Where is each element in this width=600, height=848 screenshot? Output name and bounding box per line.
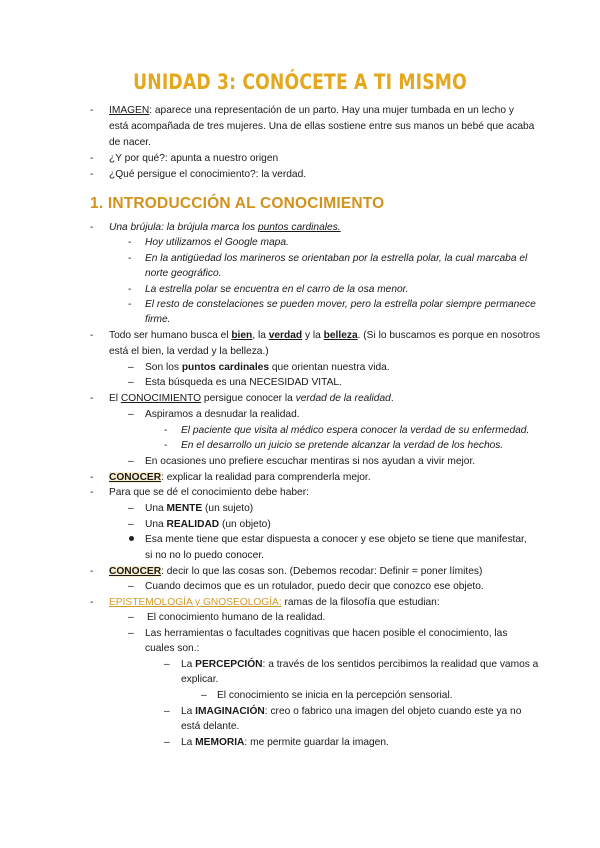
imagen-line-2: está acompañada de tres mujeres. Una de ellas sostiene entre sus manos un bebé que acaba	[109, 121, 535, 132]
conocer-sub-1: Cuando decimos que es un rotulador, puedo decir que conozco ese objeto.	[145, 581, 484, 592]
puntos-cardinales-term: puntos cardinales.	[257, 222, 341, 233]
section-heading: 1. INTRODUCCIÓN AL CONOCIMIENTO	[90, 195, 385, 212]
text-run: .	[390, 393, 394, 404]
list-marker: -	[128, 299, 132, 310]
list-marker: –	[128, 628, 134, 639]
humano-sub-1	[145, 361, 390, 374]
list-marker: –	[164, 659, 170, 670]
question-origen: ¿Y por qué?: apunta a nuestro origen	[109, 153, 279, 164]
humano-sub-2: Esta búsqueda es una NECESIDAD VITAL.	[145, 377, 342, 388]
episte-sub-2-cont: cuales son.:	[145, 643, 200, 654]
list-marker: -	[90, 472, 94, 483]
text-run: que orientan nuestra vida.	[269, 362, 390, 373]
text-run: La	[181, 737, 196, 748]
bullet-dot	[129, 536, 134, 541]
text-run: El	[109, 393, 121, 404]
percepcion-term: PERCEPCIÓN	[195, 659, 263, 670]
text-run: : creo o fabrico una imagen del objeto cuando este ya no	[264, 706, 522, 717]
memoria-term: MEMORIA	[195, 737, 245, 748]
humano-line	[109, 329, 540, 342]
imagen-line-3: de nacer.	[109, 137, 151, 148]
list-marker: –	[128, 456, 134, 467]
conocimiento-line	[109, 392, 394, 405]
epistemologia-line	[109, 596, 440, 609]
conocimiento-sub-1: Aspiramos a desnudar la realidad.	[145, 409, 300, 420]
para-line: Para que se dé el conocimiento debe haber:	[109, 487, 309, 498]
list-marker: –	[128, 377, 134, 388]
belleza-term: belleza	[323, 330, 358, 341]
brujula-line	[109, 221, 341, 234]
mente-item	[145, 502, 253, 515]
bien-term: bien	[231, 330, 253, 341]
conocer-definition-2	[109, 565, 482, 578]
realidad-item	[145, 518, 271, 531]
list-marker: -	[90, 105, 94, 116]
brujula-sub-1: Hoy utilizamos el Google mapa.	[145, 237, 289, 248]
list-marker: -	[90, 393, 94, 404]
percepcion-item	[181, 658, 538, 671]
realidad-term: REALIDAD	[166, 519, 220, 530]
list-marker: –	[164, 706, 170, 717]
text-run: Una	[145, 503, 167, 514]
mente-bullet-cont: si no no lo puedo conocer.	[145, 550, 264, 561]
episte-sub-1: El conocimiento humano de la realidad.	[147, 612, 326, 623]
page-title: UNIDAD 3: CONÓCETE A TI MISMO	[133, 70, 467, 94]
mente-term: MENTE	[166, 503, 203, 514]
text-run: : me permite guardar la imagen.	[244, 737, 389, 748]
memoria-item	[181, 736, 389, 749]
list-marker: -	[90, 169, 94, 180]
imaginacion-term: IMAGINACIÓN	[195, 706, 265, 717]
text-run: Son los	[145, 362, 182, 373]
verdad-realidad-term: verdad de la realidad	[295, 393, 391, 404]
list-marker: -	[164, 425, 168, 436]
epistemologia-term: EPISTEMOLOGÍA y GNOSEOLOGÍA:	[109, 597, 282, 608]
text-run: : explicar la realidad para comprenderla mejor.	[161, 472, 371, 483]
puntos-cardinales-bold: puntos cardinales	[181, 362, 269, 373]
list-marker: –	[164, 737, 170, 748]
conocer-term: CONOCER	[109, 472, 162, 483]
list-marker: -	[90, 487, 94, 498]
episte-sub-2: Las herramientas o facultades cognitivas que hacen posible el conocimiento, las	[145, 628, 508, 639]
question-verdad: ¿Qué persigue el conocimiento?: la verdad.	[109, 169, 307, 180]
list-marker: –	[128, 409, 134, 420]
text-run: (un sujeto)	[202, 503, 254, 514]
list-marker: -	[128, 253, 132, 264]
text-run: Todo ser humano busca el	[109, 330, 232, 341]
conocer-definition-1	[109, 471, 371, 484]
brujula-sub-2-cont: norte geográfico.	[145, 268, 222, 279]
text-run: La	[181, 659, 196, 670]
text-run: . (Si lo buscamos es porque en nosotros	[357, 330, 540, 341]
brujula-sub-2: En la antigüedad los marineros se orientaban por la estrella polar, la cual marcaba el	[145, 253, 528, 264]
list-marker: -	[90, 566, 94, 577]
text-run: Una	[145, 519, 167, 530]
text-run: y la	[302, 330, 324, 341]
list-marker: -	[90, 330, 94, 341]
text-run: ramas de la filosofía que estudian:	[281, 597, 440, 608]
text-run: , la	[252, 330, 269, 341]
text-run: persigue conocer la	[201, 393, 296, 404]
mente-bullet: Esa mente tiene que estar dispuesta a conocer y ese objeto se tiene que manifestar,	[145, 534, 527, 545]
list-marker: –	[128, 519, 134, 530]
imagen-line	[109, 104, 514, 117]
conocimiento-subsub-2: En el desarrollo un juicio se pretende alcanzar la verdad de los hechos.	[181, 440, 504, 451]
text-run: (un objeto)	[219, 519, 271, 530]
brujula-sub-4-cont: firme.	[145, 314, 171, 325]
conocer-term: CONOCER	[109, 566, 162, 577]
list-marker: -	[90, 597, 94, 608]
conocimiento-subsub-1: El paciente que visita al médico espera conocer la verdad de su enfermedad.	[181, 425, 530, 436]
list-marker: -	[90, 153, 94, 164]
text-run: : a través de los sentidos percibimos la realidad que vamos a	[262, 659, 539, 670]
brujula-lead: Una brújula: la brújula marca los	[109, 222, 258, 233]
brujula-sub-3: La estrella polar se encuentra en el carro de la osa menor.	[145, 284, 409, 295]
text-run: : decir lo que las cosas son. (Debemos recodar: Definir = poner límites)	[161, 566, 483, 577]
conocimiento-term: CONOCIMIENTO	[120, 393, 202, 404]
percepcion-item-cont: explicar.	[181, 674, 219, 685]
list-marker: -	[128, 284, 132, 295]
list-marker: –	[128, 503, 134, 514]
list-marker: -	[164, 440, 168, 451]
text-run: La	[181, 706, 196, 717]
list-marker: –	[128, 581, 134, 592]
imaginacion-item-cont: está delante.	[181, 721, 240, 732]
imagen-label: IMAGEN	[109, 105, 150, 116]
brujula-sub-4: El resto de constelaciones se pueden mover, pero la estrella polar siempre permanece	[145, 299, 536, 310]
list-marker: -	[90, 222, 94, 233]
verdad-term: verdad	[268, 330, 303, 341]
imagen-text: : aparece una representación de un parto. Hay una mujer tumbada en un lecho y	[149, 105, 514, 116]
list-marker: –	[128, 362, 134, 373]
list-marker: –	[128, 612, 134, 623]
percepcion-sub: El conocimiento se inicia en la percepción sensorial.	[217, 690, 453, 701]
imaginacion-item	[181, 705, 521, 718]
conocimiento-sub-2: En ocasiones uno prefiere escuchar mentiras si nos ayudan a vivir mejor.	[145, 456, 476, 467]
humano-line-2: está el bien, la verdad y la belleza.)	[109, 346, 269, 357]
list-marker: -	[128, 237, 132, 248]
list-marker: –	[201, 690, 207, 701]
